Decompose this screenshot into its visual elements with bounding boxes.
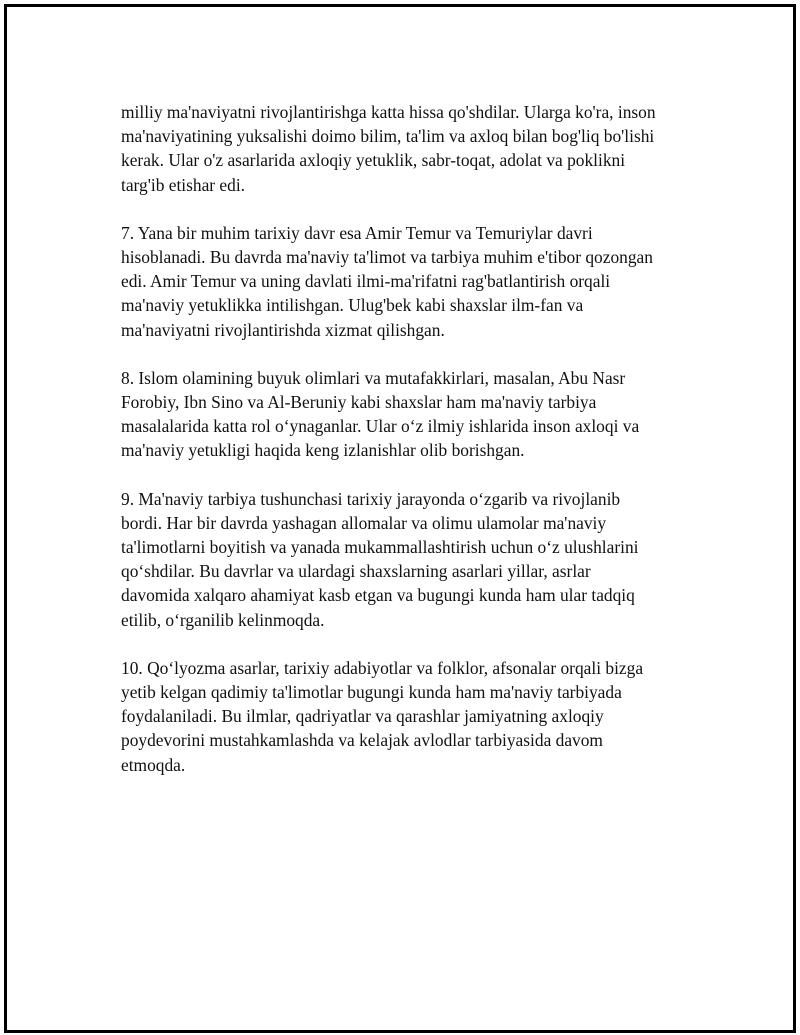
page-frame bbox=[4, 4, 796, 1033]
paragraph-intro-continuation: milliy ma'naviyatni rivojlantirishga katta hissa qo'shdilar. Ularga ko'ra, inson ma'naviyatining yuksalishi doimo bilim, ta'lim va axloq bilan bog'liq bo'lishi kerak. Ular o'z asarlarida axloqiy yetuklik, sabr-toqat, adolat va poklikni targ'ib etishar edi. bbox=[121, 102, 656, 195]
paragraph-8: 8. Islom olamining buyuk olimlari va mutafakkirlari, masalan, Abu Nasr Forobiy, Ibn Sino va Al-Beruniy kabi shaxslar ham ma'naviy tarbiya masalalarida katta rol o‘ynaganlar. Ular o‘z ilmiy ishlarida inson axloqi va ma'naviy yetukligi haqida keng izlanishlar olib borishgan. bbox=[121, 367, 640, 461]
paragraph-9: 9. Ma'naviy tarbiya tushunchasi tarixiy jarayonda o‘zgarib va rivojlanib bordi. Har bir davrda yashagan allomalar va olimu ulamolar ma'naviy ta'limotlarni boyitish va yanada mukammallashtirish uchun o‘z ulushlarini qo‘shdilar. Bu davrlar va ulardagi shaxslarning asarlari yillar, asrlar davomida xalqaro ahamiyat kasb etgan va bugungi kunda ham ular tadqiq etilib, o‘rganilib kelinmoqda. bbox=[121, 488, 639, 630]
paragraph-7: 7. Yana bir muhim tarixiy davr esa Amir Temur va Temuriylar davri hisoblanadi. Bu davrda ma'naviy ta'limot va tarbiya muhim e'tibor qozongan edi. Amir Temur va uning davlati ilmi-ma'rifatni rag'batlantirish orqali ma'naviy yetuklikka intilishgan. Ulug'bek kabi shaxslar ilm-fan va ma'naviyatni rivojlantirishda xizmat qilishgan. bbox=[121, 222, 653, 340]
page-content bbox=[121, 100, 691, 801]
paragraph-10: 10. Qo‘lyozma asarlar, tarixiy adabiyotlar va folklor, afsonalar orqali bizga yetib kelgan qadimiy ta'limotlar bugungi kunda ham ma'naviy tarbiyada foydalaniladi. Bu ilmlar, qadriyatlar va qarashlar jamiyatning axloqiy poydevorini mustahkamlashda va kelajak avlodlar tarbiyasida davom etmoqda. bbox=[121, 657, 644, 775]
